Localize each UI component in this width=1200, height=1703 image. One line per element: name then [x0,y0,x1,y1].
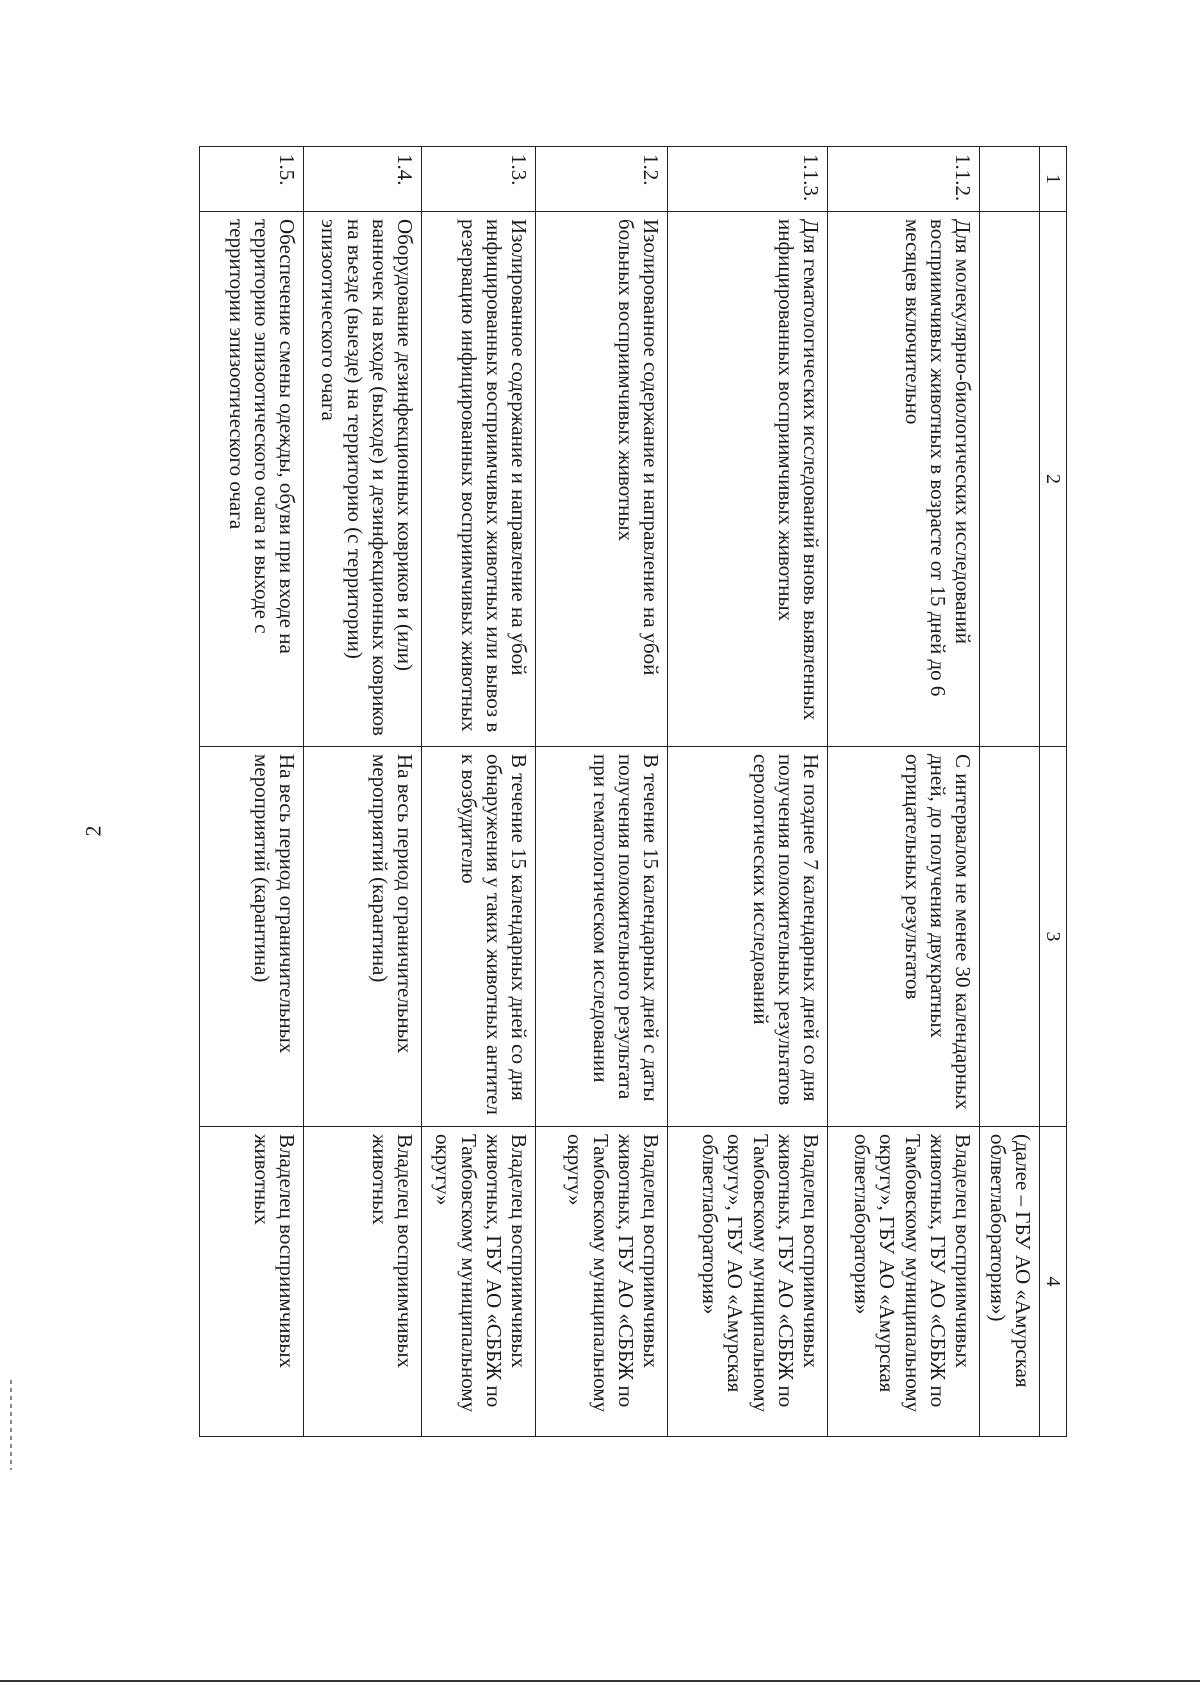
row-term: С интервалом не менее 30 календарных дней, до получения двукратных отрицательных результатов [828,747,980,1127]
header-cell-1: 1 [1040,147,1067,212]
row-number: 1.1.3. [668,147,828,212]
table-row [536,147,668,1437]
row-measure [980,212,1040,747]
row-term: В течение 15 календарных дней с даты получения положительного результата при гематологическом исследовании [536,747,668,1127]
row-measure: Обеспечение смены одежды, обуви при входе на территорию эпизоотического очага и выходе с территории эпизоотического очага [200,212,304,747]
table-header-row [1040,147,1067,1437]
table-row [980,147,1040,1437]
table-row [828,147,980,1437]
row-number: 1.4. [304,147,422,212]
row-executor: Владелец восприимчивых животных [200,1127,304,1437]
row-executor: (далее – ГБУ АО «Амурская облветлаборатория») [980,1127,1040,1437]
header-cell-2: 2 [1040,212,1067,747]
table-row [422,147,536,1437]
row-executor: Владелец восприимчивых животных [304,1127,422,1437]
row-executor: Владелец восприимчивых животных, ГБУ АО «СББЖ по Тамбовскому муниципальному округу» [422,1127,536,1437]
scan-bottom-edge [0,1680,1200,1682]
table-row [200,147,304,1437]
measures-table [199,146,1067,1437]
row-executor: Владелец восприимчивых животных, ГБУ АО «СББЖ по Тамбовскому муниципальному округу» [536,1127,668,1437]
row-number: 1.2. [536,147,668,212]
table-row [668,147,828,1437]
row-term: В течение 15 календарных дней со дня обнаружения у таких животных антител к возбудителю [422,747,536,1127]
row-measure: Для молекулярно-биологических исследований восприимчивых животных в возрасте от 15 дней до 6 месяцев включительно [828,212,980,747]
row-measure: Оборудование дезинфекционных ковриков и (или) ванночек на входе (выходе) и дезинфекционных ковриков на въезде (выезде) на территорию (с территории) эпизоотического очага [304,212,422,747]
row-term: На весь период ограничительных мероприятий (карантина) [304,747,422,1127]
row-measure: Изолированное содержание и направление на убой больных восприимчивых животных [536,212,668,747]
row-term: Не позднее 7 календарных дней со дня получения положительных результатов серологических исследований [668,747,828,1127]
row-measure: Изолированное содержание и направление на убой инфицированных восприимчивых животных или вывоз в резервацию инфицированных восприимчивых животных [422,212,536,747]
row-number: 1.5. [200,147,304,212]
row-number: 1.3. [422,147,536,212]
header-cell-3: 3 [1040,747,1067,1127]
row-executor: Владелец восприимчивых животных, ГБУ АО «СББЖ по Тамбовскому муниципальному округу», ГБУ АО «Амурская облветлаборатория» [668,1127,828,1437]
table-row [304,147,422,1437]
row-term [980,747,1040,1127]
page-number: 2 [80,825,106,837]
row-number [980,147,1040,212]
scan-margin-mark [10,1380,12,1470]
row-executor: Владелец восприимчивых животных, ГБУ АО «СББЖ по Тамбовскому муниципальному округу», ГБУ АО «Амурская облветлаборатория» [828,1127,980,1437]
rotated-table-wrapper [199,146,1067,1436]
row-measure: Для гематологических исследований вновь выявленных инфицированных восприимчивых животных [668,212,828,747]
row-term: На весь период ограничительных мероприятий (карантина) [200,747,304,1127]
row-number: 1.1.2. [828,147,980,212]
header-cell-4: 4 [1040,1127,1067,1437]
